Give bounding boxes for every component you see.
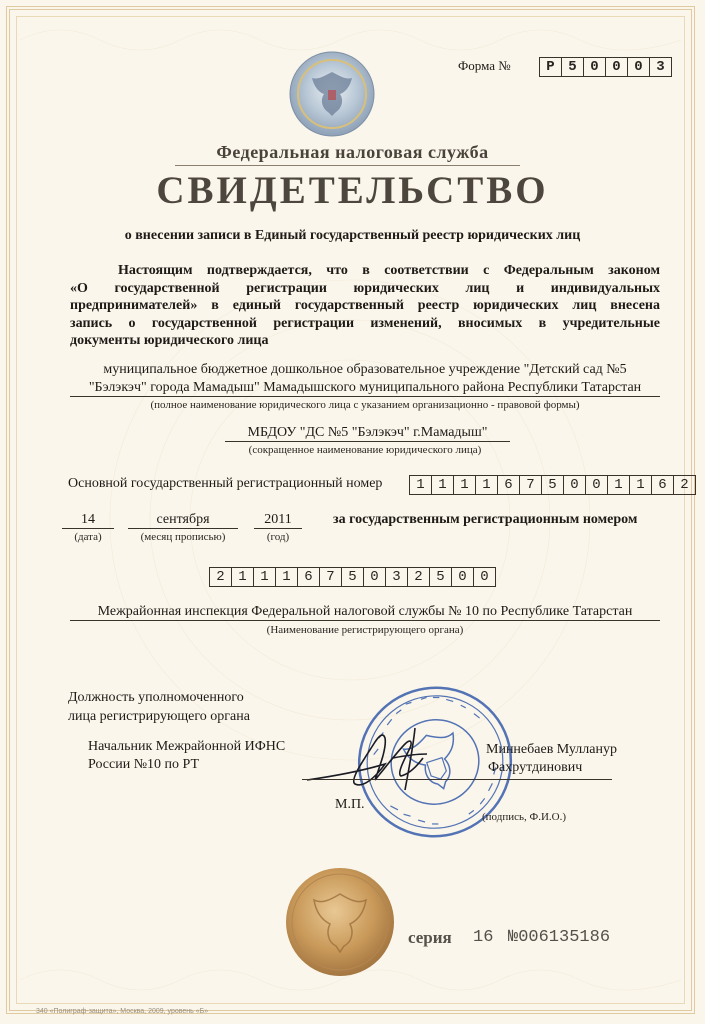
date-month-caption: (месяц прописью) bbox=[140, 531, 226, 543]
grn-digit: 2 bbox=[407, 567, 430, 587]
form-number-label: Форма № bbox=[458, 58, 511, 73]
position-title bbox=[88, 738, 285, 774]
grn-digit: 5 bbox=[341, 567, 364, 587]
position-label-line: Должность уполномоченного bbox=[68, 690, 244, 705]
registration-number-label: за государственным регистрационным номером bbox=[333, 512, 638, 527]
grn-digit: 0 bbox=[363, 567, 386, 587]
registering-authority-caption: (Наименование регистрирующего органа) bbox=[266, 624, 464, 636]
grn-digit: 7 bbox=[319, 567, 342, 587]
emblem-hologram bbox=[288, 50, 376, 138]
signatory-name bbox=[486, 741, 617, 777]
serial-number bbox=[508, 928, 610, 947]
grn-digit: 6 bbox=[297, 567, 320, 587]
date-month: сентября bbox=[128, 512, 238, 529]
form-code-digit: 0 bbox=[583, 57, 606, 77]
ogrn-digit: 6 bbox=[497, 475, 520, 495]
series-label: серия bbox=[408, 928, 452, 947]
ogrn-digit: 0 bbox=[563, 475, 586, 495]
ogrn-boxes bbox=[410, 475, 696, 495]
grn-boxes bbox=[210, 567, 496, 587]
ogrn-digit: 1 bbox=[409, 475, 432, 495]
mp-label: М.П. bbox=[335, 797, 365, 812]
statement-line: документы юридического лица bbox=[70, 333, 269, 348]
grn-digit: 3 bbox=[385, 567, 408, 587]
handwritten-signature bbox=[305, 718, 445, 798]
series-number: 16 bbox=[473, 928, 494, 947]
service-underline bbox=[175, 165, 520, 166]
printer-footer: 340 «Полиграф-защита», Москва, 2009, уровень «Б» bbox=[36, 1008, 209, 1015]
grn-digit: 1 bbox=[275, 567, 298, 587]
grn-digit: 0 bbox=[473, 567, 496, 587]
document-title: СВИДЕТЕЛЬСТВО bbox=[156, 169, 549, 212]
form-code-boxes bbox=[540, 57, 672, 77]
date-day-caption: (дата) bbox=[74, 531, 102, 543]
statement-line: запись о государственной регистрации изменений, вносимых в учредительные bbox=[70, 315, 660, 331]
entity-full-name-line2: "Бэлэкэч" города Мамадыш" Мамадышского муниципального района Республики Татарстан bbox=[70, 380, 660, 397]
serial-value: 006135186 bbox=[518, 928, 611, 947]
form-code-digit: 5 bbox=[561, 57, 584, 77]
double-headed-eagle-emblem-icon bbox=[288, 50, 376, 138]
ogrn-digit: 0 bbox=[585, 475, 608, 495]
statement-line: Настоящим подтверждается, что в соответствии с Федеральным законом bbox=[118, 263, 660, 278]
ogrn-digit: 1 bbox=[607, 475, 630, 495]
position-title-line: Начальник Межрайонной ИФНС bbox=[88, 739, 286, 754]
gold-embossed-seal bbox=[284, 866, 396, 978]
form-code-digit: 3 bbox=[649, 57, 672, 77]
statement-text bbox=[70, 262, 660, 350]
ogrn-digit: 6 bbox=[651, 475, 674, 495]
ogrn-digit: 5 bbox=[541, 475, 564, 495]
document-subtitle: о внесении записи в Единый государственный реестр юридических лиц bbox=[124, 228, 581, 243]
grn-digit: 2 bbox=[209, 567, 232, 587]
entity-full-name-line1: муниципальное бюджетное дошкольное образовательное учреждение "Детский сад №5 bbox=[103, 362, 627, 377]
date-year: 2011 bbox=[254, 512, 302, 529]
ogrn-digit: 1 bbox=[453, 475, 476, 495]
signature-caption: (подпись, Ф.И.О.) bbox=[482, 811, 566, 823]
signature-line bbox=[302, 779, 612, 780]
entity-short-name-caption: (сокращенное наименование юридического лица) bbox=[248, 444, 482, 456]
signatory-name-line: Миннебаев Муллануp bbox=[486, 742, 617, 757]
ogrn-digit: 2 bbox=[673, 475, 696, 495]
position-title-line: России №10 по РТ bbox=[88, 757, 200, 772]
position-label bbox=[68, 688, 250, 726]
serial-prefix: № bbox=[508, 928, 519, 947]
gold-seal-eagle-icon bbox=[284, 866, 396, 978]
ogrn-digit: 1 bbox=[431, 475, 454, 495]
ogrn-digit: 7 bbox=[519, 475, 542, 495]
ogrn-digit: 1 bbox=[629, 475, 652, 495]
ogrn-label: Основной государственный регистрационный номер bbox=[68, 476, 383, 491]
entity-short-name: МБДОУ "ДС №5 "Бэлэкэч" г.Мамадыш" bbox=[225, 425, 510, 442]
grn-digit: 1 bbox=[231, 567, 254, 587]
position-label-line: лица регистрирующего органа bbox=[68, 709, 250, 724]
ogrn-digit: 1 bbox=[475, 475, 498, 495]
grn-digit: 5 bbox=[429, 567, 452, 587]
form-code-digit: 0 bbox=[627, 57, 650, 77]
grn-digit: 1 bbox=[253, 567, 276, 587]
statement-line: предпринимателей» в единый государственный реестр юридических лиц внесена bbox=[70, 298, 660, 313]
grn-digit: 0 bbox=[451, 567, 474, 587]
date-day: 14 bbox=[62, 512, 114, 529]
registering-authority-name: Межрайонная инспекция Федеральной налоговой службы № 10 по Республике Татарстан bbox=[70, 604, 660, 621]
entity-full-name-caption: (полное наименование юридического лица с указанием организационно - правовой формы) bbox=[150, 399, 580, 411]
form-code-digit: 0 bbox=[605, 57, 628, 77]
form-code-digit: Р bbox=[539, 57, 562, 77]
date-year-caption: (год) bbox=[266, 531, 290, 543]
service-name: Федеральная налоговая служба bbox=[216, 142, 489, 162]
statement-line: «О государственной регистрации юридических лиц и индивидуальных bbox=[70, 280, 660, 296]
signatory-name-line: Фахрутдинович bbox=[488, 760, 583, 775]
